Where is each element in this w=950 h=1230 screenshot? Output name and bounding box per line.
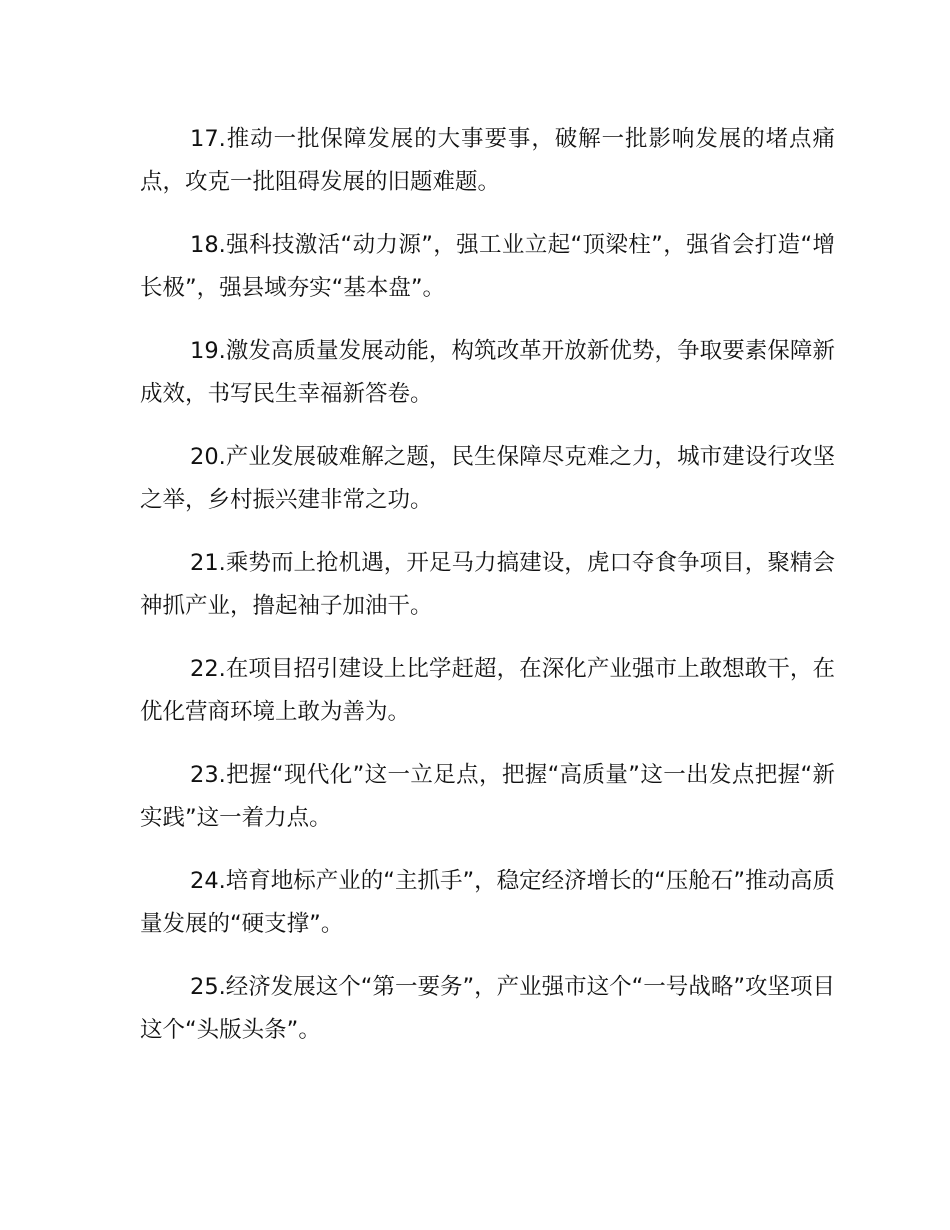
paragraph-25: 25.经济发展这个“第一要务”，产业强市这个“一号战略”攻坚项目这个“头版头条”。	[140, 974, 835, 1043]
paragraph-24: 24.培育地标产业的“主抓手”，稳定经济增长的“压舱石”推动高质量发展的“硬支撑”。	[140, 868, 835, 937]
document-body	[140, 118, 835, 1072]
paragraph-20: 20.产业发展破难解之题，民生保障尽克难之力，城市建设行攻坚之举，乡村振兴建非常之功。	[140, 444, 835, 513]
paragraph-23: 23.把握“现代化”这一立足点，把握“高质量”这一出发点把握“新实践”这一着力点。	[140, 762, 835, 831]
paragraph-17: 17.推动一批保障发展的大事要事，破解一批影响发展的堵点痛点，攻克一批阻碍发展的旧题难题。	[140, 126, 835, 195]
paragraph-18: 18.强科技激活“动力源”，强工业立起“顶梁柱”，强省会打造“增长极”，强县域夯实“基本盘”。	[140, 232, 835, 301]
paragraph-21: 21.乘势而上抢机遇，开足马力搞建设，虎口夺食争项目，聚精会神抓产业，撸起袖子加油干。	[140, 550, 835, 619]
paragraph-19: 19.激发高质量发展动能，构筑改革开放新优势，争取要素保障新成效，书写民生幸福新答卷。	[140, 338, 835, 407]
paragraph-22: 22.在项目招引建设上比学赶超，在深化产业强市上敢想敢干，在优化营商环境上敢为善为。	[140, 656, 835, 725]
